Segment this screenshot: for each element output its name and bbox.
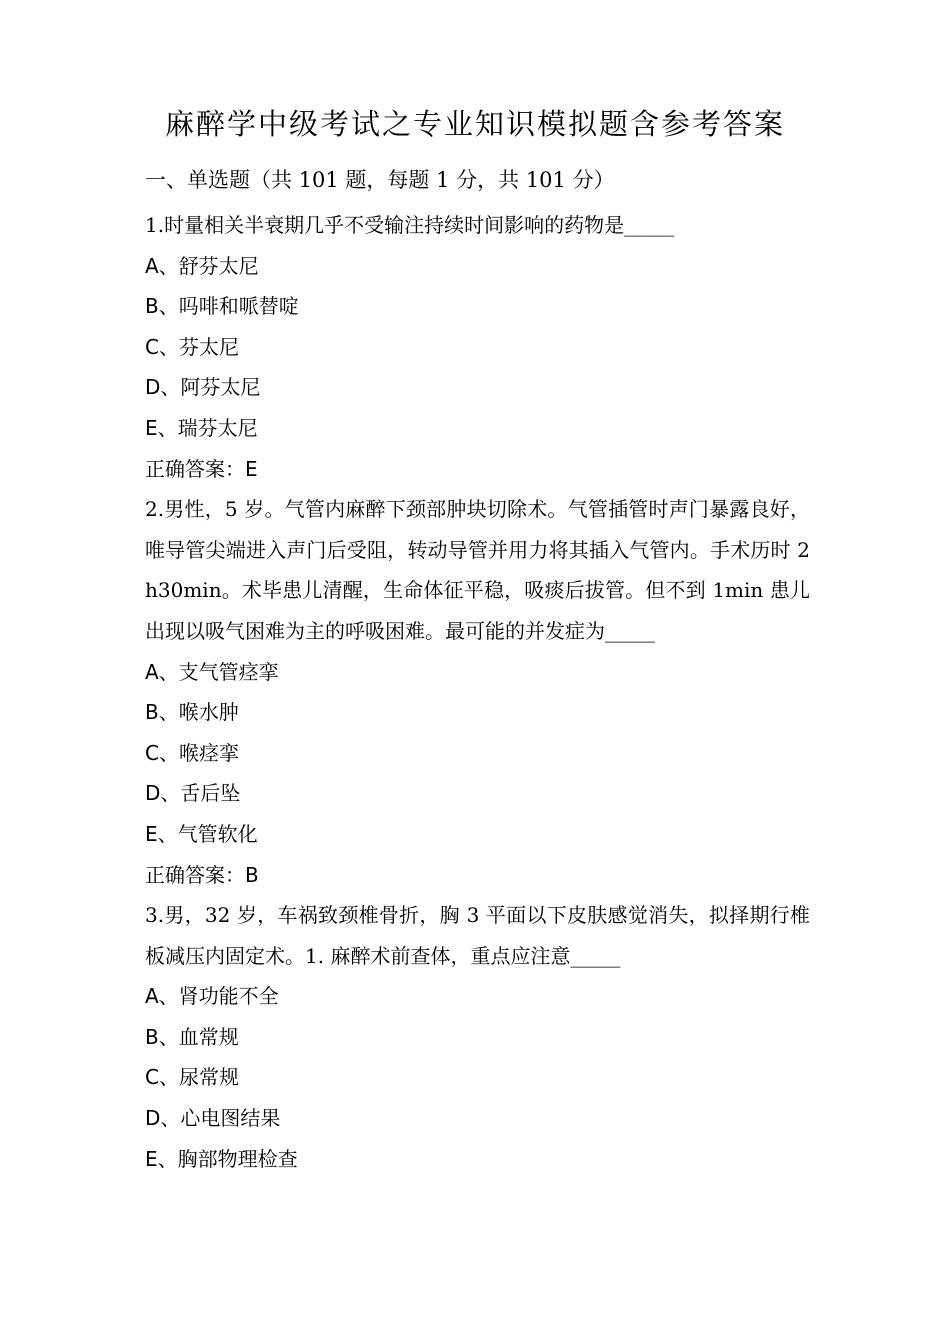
option-c: C、尿常规: [145, 1065, 239, 1090]
option-e: E、胸部物理检查: [145, 1146, 298, 1171]
option-e: E、瑞芬太尼: [145, 415, 258, 440]
option-a: A、舒芬太尼: [145, 253, 259, 278]
option-c: C、喉痉挛: [145, 740, 239, 765]
question-stem: 2.男性，5 岁。气管内麻醉下颈部肿块切除术。气管插管时声门暴露良好，唯导管尖端进入声门后受阻，转动导管并用力将其插入气管内。手术历时 2h30min。术毕患儿清醒，生命体征平稳，吸痰后拔管。但不到 1min 患儿出现以吸气困难为主的呼吸困难。最可能的并发症为_____: [145, 497, 810, 643]
option-b: B、血常规: [145, 1024, 239, 1049]
question-3: [145, 895, 810, 1179]
option-d: D、阿芬太尼: [145, 375, 261, 400]
option-c: C、芬太尼: [145, 334, 239, 359]
option-a: A、肾功能不全: [145, 984, 279, 1009]
question-stem: 3.男，32 岁，车祸致颈椎骨折，胸 3 平面以下皮肤感觉消失，拟择期行椎板减压内固定术。1. 麻醉术前查体，重点应注意_____: [145, 903, 810, 968]
question-list: [145, 205, 810, 1179]
section-heading: 一、单选题（共 101 题，每题 1 分，共 101 分）: [145, 168, 615, 192]
option-d: D、心电图结果: [145, 1106, 281, 1131]
option-a: A、支气管痉挛: [145, 659, 279, 684]
correct-answer: 正确答案：B: [145, 862, 259, 887]
question-stem: 1.时量相关半衰期几乎不受输注持续时间影响的药物是_____: [145, 213, 675, 237]
document-title: 麻醉学中级考试之专业知识模拟题含参考答案: [164, 107, 785, 141]
option-e: E、气管软化: [145, 821, 258, 846]
option-b: B、吗啡和哌替啶: [145, 294, 299, 319]
question-1: [145, 205, 810, 489]
option-b: B、喉水肿: [145, 700, 239, 725]
question-2: [145, 489, 810, 895]
option-d: D、舌后坠: [145, 781, 241, 806]
correct-answer: 正确答案：E: [145, 456, 258, 481]
